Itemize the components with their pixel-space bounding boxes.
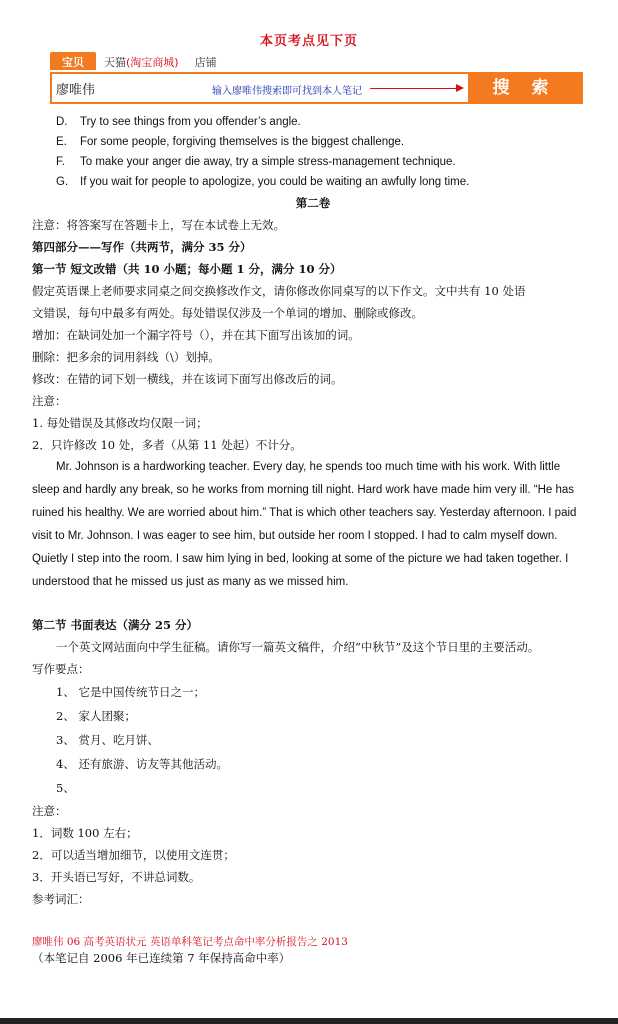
option-d: [32, 112, 594, 132]
writing-point: 5、: [56, 781, 75, 795]
essay-passage: [32, 456, 594, 594]
rule-add: 增加：在缺词处加一个漏字符号（），并在其下面写出该加的词。: [32, 328, 360, 342]
search-button[interactable]: 搜 索: [468, 74, 581, 102]
option-letter: D.: [56, 116, 68, 128]
part4-title: 第四部分——写作（共两节，满分 35 分）: [32, 240, 252, 254]
note2-label: 注意：: [32, 804, 67, 818]
arrow-icon: [370, 88, 458, 89]
option-text: For some people, forgiving themselves is the biggest challenge.: [80, 136, 405, 148]
writing-point: 2、 家人团聚；: [56, 709, 136, 723]
footer-note-line: （本笔记自 2006 年已连续第 7 年保持高命中率）: [32, 951, 291, 965]
section2-intro: 一个英文网站面向中学生征稿。请你写一篇英文稿件，介绍“中秋节”及这个节日里的主要活动。: [56, 640, 540, 654]
volume-title: 第二卷: [295, 196, 331, 210]
note-label: 注意：: [32, 394, 67, 408]
footer-report-line: 廖唯伟 06 高考英语状元 英语单科笔记考点命中率分析报告之 2013: [32, 936, 348, 948]
tab-shop[interactable]: 店铺: [194, 56, 217, 69]
points-label: 写作要点：: [32, 662, 90, 676]
document-body: [32, 112, 594, 910]
writing-point: 1、 它是中国传统节日之一；: [56, 685, 205, 699]
arrow-head-icon: [456, 84, 464, 92]
search-input[interactable]: [52, 74, 468, 102]
note2-item: 3．开头语已写好，不讲总词数。: [32, 870, 201, 884]
section2-title: 第二节 书面表达（满分 25 分）: [32, 618, 199, 632]
note-item: 1. 每处错误及其修改均仅限一词；: [32, 416, 208, 430]
search-bar: [50, 72, 583, 104]
option-letter: E.: [56, 136, 67, 148]
option-e: [32, 132, 594, 152]
tab-baobei[interactable]: 宝贝: [50, 52, 96, 70]
option-f: [32, 152, 594, 172]
section1-intro-line: 假定英语课上老师要求同桌之间交换修改作文，请你修改你同桌写的以下作文。文中共有 10 处语: [32, 284, 526, 298]
search-value: 廖唯伟: [56, 83, 96, 98]
vocab-label: 参考词汇：: [32, 892, 90, 906]
note2-item: 2．可以适当增加细节，以使用文连贯；: [32, 848, 235, 862]
answer-notice: 注意：将答案写在答题卡上，写在本试卷上无效。: [32, 218, 285, 232]
search-tabs: [50, 52, 225, 70]
essay-line: sleep and hardly any break, so he works from morning till night. Hard work have made him very ill. “He has: [32, 484, 575, 496]
rule-modify: 修改：在错的词下划一横线，并在该词下面写出修改后的词。: [32, 372, 343, 386]
option-text: To make your anger die away, try a simple stress-management technique.: [80, 156, 456, 168]
writing-point: 3、 赏月、吃月饼、: [56, 733, 159, 747]
search-hint: 输入廖唯伟搜索即可找到本人笔记: [212, 86, 362, 97]
top-notice: 本页考点见下页: [259, 34, 358, 49]
essay-line: Mr. Johnson is a hardworking teacher. Every day, he spends too much time with his work. With little: [56, 461, 561, 473]
essay-line: understood that he missed us just as many as we missed him.: [32, 576, 349, 588]
essay-line: Quietly I step into the room. I saw him lying in bed, looking at some of the picture we had taken together. I: [32, 553, 569, 565]
essay-line: visit to Mr. Johnson. I was eager to see him, but outside her room I stopped. I had to calm myself down.: [32, 530, 558, 542]
option-text: If you wait for people to apologize, you could be waiting an awfully long time.: [80, 176, 470, 188]
tab-tmall[interactable]: [96, 52, 187, 70]
tab-tmall-sub: (淘宝商城): [126, 56, 179, 69]
option-letter: F.: [56, 156, 65, 168]
note-item: 2．只许修改 10 处，多者（从第 11 处起）不计分。: [32, 438, 302, 452]
section1-intro-line: 文错误，每句中最多有两处。每处错误仅涉及一个单词的增加、删除或修改。: [32, 306, 423, 320]
section1-title: 第一节 短文改错（共 10 小题；每小题 1 分，满分 10 分）: [32, 262, 342, 276]
note2-item: 1．词数 100 左右；: [32, 826, 138, 840]
tab-tmall-label: 天猫: [104, 56, 126, 69]
essay-line: ruined his healthy. We are worried about him.” That is which other teachers say. Yesterday afternoon. I paid: [32, 507, 577, 519]
writing-point: 4、 还有旅游、访友等其他活动。: [56, 757, 228, 771]
option-g: [32, 172, 594, 192]
rule-delete: 删除：把多余的词用斜线（\）划掉。: [32, 350, 220, 364]
bottom-rule: [0, 1018, 618, 1024]
option-text: Try to see things from you offender’s angle.: [80, 116, 301, 128]
option-letter: G.: [56, 176, 69, 188]
